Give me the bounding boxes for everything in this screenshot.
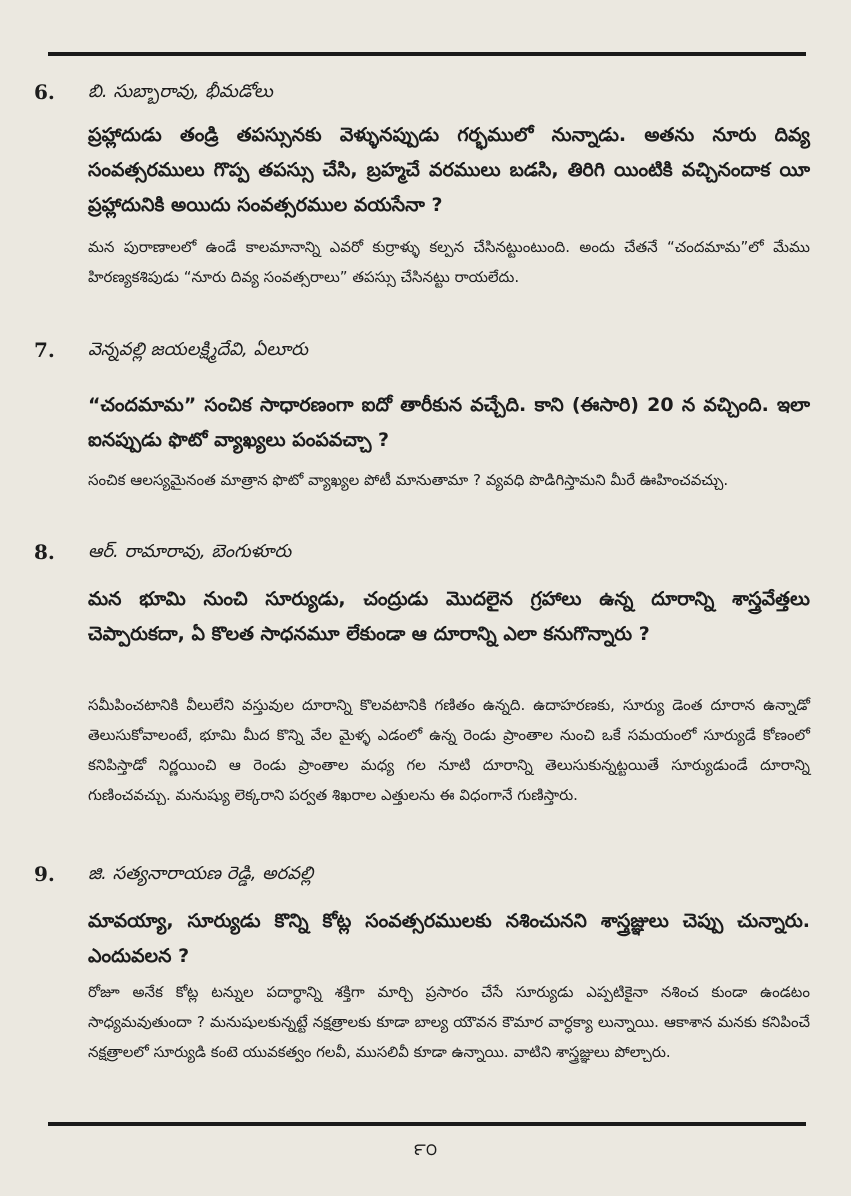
item-number: 8.	[34, 540, 55, 564]
question-text: మావయ్యా, సూర్యుడు కొన్ని కోట్ల సంవత్సరములకు నశించునని శాస్త్రజ్ఞులు చెప్పు చున్నారు. ఎందువలన ?	[88, 910, 810, 967]
answer-text: సమీపించటానికి వీలులేని వస్తువుల దూరాన్ని కొలవటానికి గణితం ఉన్నది. ఉదాహరణకు, సూర్యు డెంత దూరాన ఉన్నాడో తెలుసుకోవాలంటే, భూమి మీద కొన్ని వేల మైళ్ళ ఎడంలో ఉన్న రెండు ప్రాంతాల నుంచి ఒకే సమయంలో సూర్యుడే కోణంలో కనిపిస్తాడో నిర్ణయించి ఆ రెండు ప్రాంతాల మధ్య గల నూటి దూరాన్ని తెలుసుకున్నట్టయితే సూర్యుడుండే దూరాన్ని గుణించవచ్చు. మనుష్యు లెక్కరాని పర్వత శిఖరాల ఎత్తులను ఈ విధంగానే గుణిస్తారు.	[88, 696, 810, 804]
question-text: “చందమామ” సంచిక సాధారణంగా ఐదో తారీకున వచ్చేది. కాని (ఈసారి) 20 న వచ్చింది. ఇలా ఐనప్పుడు ఫొటో వ్యాఖ్యలు పంపవచ్చా ?	[88, 394, 810, 451]
answer-text: సంచిక ఆలస్యమైనంత మాత్రాన ఫొటో వ్యాఖ్యల పోటీ మానుతామా ? వ్యవధి పొడిగిస్తామని మీరే ఊహించవచ్చు.	[88, 471, 729, 489]
page-number: ౯౦	[413, 1140, 438, 1160]
answer-text: మన పురాణాలలో ఉండే కాలమానాన్ని ఎవరో కుర్రాళ్ళు కల్పన చేసినట్టుంటుంది. అందు చేతనే “చందమామ”లో మేము హిరణ్యకశిపుడు “నూరు దివ్య సంవత్సరాలు” తపస్సు చేసినట్టు రాయలేదు.	[88, 238, 810, 286]
bottom-rule	[48, 1122, 806, 1126]
item-number: 6.	[34, 80, 55, 104]
question-text: మన భూమి నుంచి సూర్యుడు, చంద్రుడు మొదలైన గ్రహాలు ఉన్న దూరాన్ని శాస్త్రవేత్తలు చెప్పారుకదా, ఏ కొలత సాధనమూ లేకుండా ఆ దూరాన్ని ఎలా కనుగొన్నారు ?	[88, 588, 810, 645]
answer-text: రోజూ అనేక కోట్ల టన్నుల పదార్థాన్ని శక్తిగా మార్చి ప్రసారం చేసే సూర్యుడు ఎప్పటికైనా నశించ కుండా ఉండటం సాధ్యమవుతుందా ? మనుషులకున్నట్టే నక్షత్రాలకు కూడా బాల్య యౌవన కౌమార వార్ధక్యా లున్నాయి. ఆకాశాన మనకు కనిపించే నక్షత్రాలలో సూర్యుడి కంటె యువకత్వం గలవీ, ముసలివీ కూడా ఉన్నాయి. వాటిని శాస్త్రజ్ఞులు పోల్చారు.	[88, 983, 810, 1061]
top-rule	[48, 52, 806, 56]
asker-name: వెన్నవల్లి జయలక్ష్మిదేవి, ఏలూరు	[88, 339, 308, 360]
item-number: 9.	[34, 862, 55, 886]
asker-name: బి. సుబ్బారావు, భీమడోలు	[88, 81, 273, 102]
asker-name: జి. సత్యనారాయణ రెడ్డి, అరవల్లి	[88, 863, 314, 884]
question-text: ప్రహ్లాదుడు తండ్రి తపస్సునకు వెళ్ళునప్పుడు గర్భములో నున్నాడు. అతను నూరు దివ్య సంవత్సరములు గొప్ప తపస్సు చేసి, బ్రహ్మచే వరములు బడసి, తిరిగి యింటికి వచ్చినందాక యీ ప్రహ్లాదునికి అయిదు సంవత్సరముల వయసేనా ?	[88, 124, 810, 216]
item-number: 7.	[34, 338, 55, 362]
asker-name: ఆర్. రామారావు, బెంగుళూరు	[88, 541, 292, 562]
